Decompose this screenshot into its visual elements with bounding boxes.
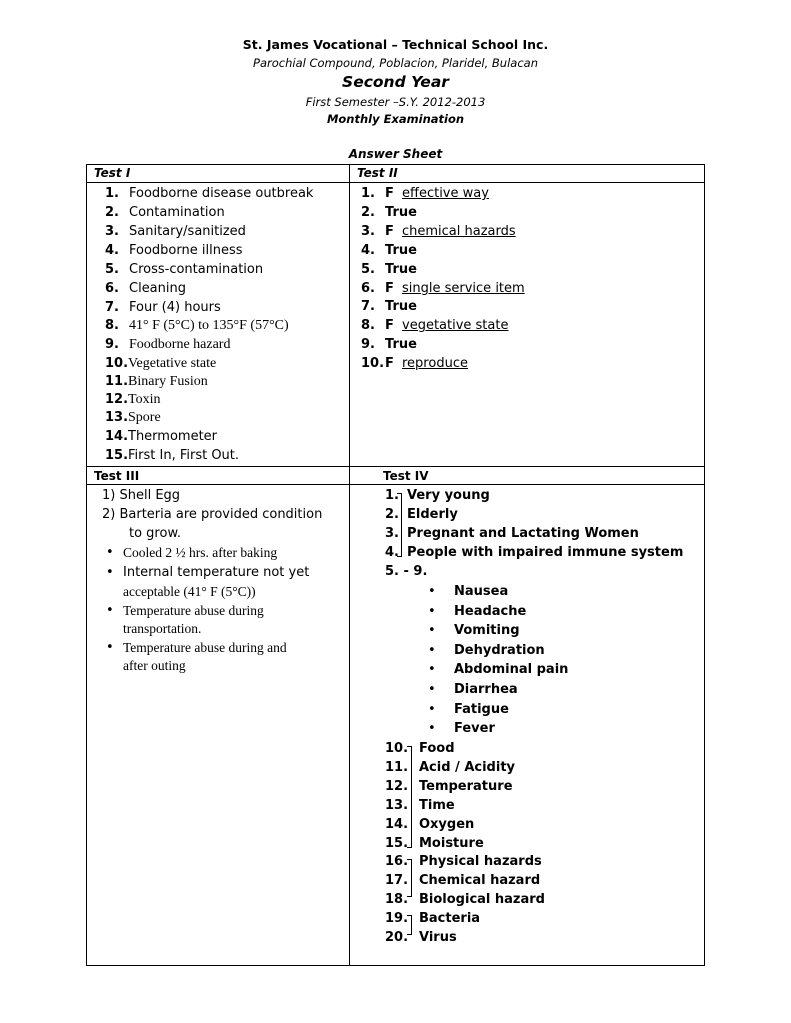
- item-answer: Moisture: [419, 835, 484, 851]
- item-number: 12.: [105, 392, 129, 407]
- item-number: 1.: [361, 186, 375, 201]
- item-number: 11.: [105, 374, 129, 389]
- bullet-icon: •: [106, 640, 114, 655]
- symptom-item: Fatigue: [454, 701, 509, 717]
- item-answer: Four (4) hours: [129, 300, 221, 315]
- item-answer: Virus: [419, 930, 457, 945]
- test2-item: [361, 299, 425, 315]
- item-answer: Foodborne illness: [129, 243, 243, 258]
- test4-item: [385, 798, 455, 814]
- item-answer: Food: [419, 741, 455, 756]
- header-divider-top: [87, 182, 704, 183]
- item-number: 5.: [105, 262, 119, 277]
- test1-item: [105, 243, 242, 259]
- item-number: 1.: [105, 186, 119, 201]
- test3-bullet-4-cont: after outing: [123, 658, 186, 673]
- test1-item: [105, 429, 217, 445]
- item-answer: Very young: [407, 488, 490, 503]
- test4-title: Test IV: [383, 469, 429, 483]
- test3-bullet-4: Temperature abuse during and: [123, 640, 287, 655]
- item-number: 3.: [361, 223, 375, 239]
- test1-item: [105, 186, 313, 202]
- test4-item: [385, 760, 515, 776]
- item-answer: F: [385, 318, 394, 334]
- item-answer: Contamination: [129, 205, 225, 220]
- item-number: 15.: [385, 835, 409, 851]
- test3-title: Test III: [94, 469, 140, 483]
- test1-item: [105, 410, 161, 426]
- item-answer: Chemical hazard: [419, 873, 541, 889]
- symptom-item: Diarrhea: [454, 682, 518, 697]
- test1-item: [105, 448, 239, 464]
- item-answer: Acid / Acidity: [419, 759, 516, 775]
- item-correction: vegetative state: [402, 318, 509, 334]
- group3-bracket: [407, 859, 412, 897]
- test4-item: [385, 741, 455, 757]
- item-number: 6.: [361, 280, 375, 296]
- test1-item: [105, 300, 221, 316]
- year-title: Second Year: [342, 73, 449, 91]
- item-number: 10.: [105, 356, 129, 371]
- item-number: 18.: [385, 892, 409, 908]
- item-answer: True: [385, 299, 417, 315]
- item-number: 13.: [105, 410, 129, 425]
- item-number: 11.: [385, 759, 409, 775]
- semester-line: First Semester –S.Y. 2012-2013: [305, 95, 486, 109]
- item-answer: Biological hazard: [419, 892, 545, 908]
- item-answer: Sanitary/sanitized: [129, 224, 246, 239]
- school-address: Parochial Compound, Poblacion, Plaridel, Bulacan: [253, 56, 538, 70]
- group2-bracket: [407, 746, 412, 848]
- item-answer: Thermometer: [128, 429, 218, 444]
- test2-item: [361, 281, 525, 297]
- header-divider-bottom: [87, 484, 704, 485]
- item-number: 20.: [385, 930, 409, 945]
- item-number: 3.: [105, 224, 119, 239]
- test2-item: [361, 262, 425, 278]
- item-answer: True: [385, 204, 417, 220]
- item-number: 8.: [105, 318, 119, 333]
- item-answer: Binary Fusion: [128, 374, 208, 389]
- item-number: 2.: [385, 507, 399, 522]
- item-number: 1.: [385, 488, 399, 503]
- item-correction: reproduce: [402, 356, 468, 372]
- item-answer: Pregnant and Lactating Women: [407, 526, 639, 541]
- test4-item: [385, 930, 457, 946]
- section-divider: [87, 466, 704, 467]
- test2-item: [361, 186, 489, 202]
- item-number: 13.: [385, 797, 409, 813]
- item-answer: Time: [419, 797, 455, 813]
- test3-item-1: 1) Shell Egg: [102, 488, 181, 503]
- item-number: 10.: [385, 741, 409, 756]
- test2-item: [361, 224, 516, 240]
- item-number: 8.: [361, 318, 375, 334]
- test4-item: [385, 779, 513, 795]
- item-answer: Vegetative state: [128, 356, 217, 371]
- bullet-icon: •: [428, 682, 436, 697]
- item-number: 3.: [385, 526, 399, 541]
- test1-item: [105, 262, 263, 278]
- exam-title: Monthly Examination: [326, 112, 465, 126]
- item-number: 14.: [105, 429, 129, 444]
- symptom-item: Headache: [454, 603, 527, 619]
- symptom-item: Vomiting: [454, 623, 520, 639]
- test3-bullet-2: Internal temperature not yet: [123, 565, 310, 580]
- test2-item: [361, 337, 425, 353]
- item-answer: Bacteria: [419, 911, 481, 927]
- test2-item: [361, 318, 508, 334]
- test1-item: [105, 356, 216, 372]
- item-number: 16.: [385, 854, 409, 870]
- item-number: 4.: [105, 243, 119, 258]
- bullet-icon: •: [428, 603, 436, 619]
- item-answer: True: [385, 337, 417, 353]
- test4-item: [385, 526, 639, 542]
- item-number: 4.: [385, 545, 399, 560]
- item-answer: True: [385, 242, 417, 258]
- test1-title: Test I: [94, 166, 131, 180]
- bullet-icon: •: [428, 701, 436, 717]
- bullet-icon: •: [428, 642, 436, 658]
- test3-bullet-1: Cooled 2 ½ hrs. after baking: [123, 545, 278, 560]
- test2-item: [361, 205, 425, 221]
- item-number: 7.: [361, 299, 375, 315]
- item-number: 19.: [385, 911, 409, 927]
- item-answer: F: [385, 186, 394, 201]
- school-name: St. James Vocational – Technical School Inc.: [242, 37, 549, 52]
- item-answer: People with impaired immune system: [407, 545, 684, 560]
- group1-bracket: [397, 493, 402, 557]
- symptom-item: Nausea: [454, 584, 509, 599]
- bullet-icon: •: [106, 565, 114, 580]
- item-number: 9.: [361, 337, 375, 353]
- bullet-icon: •: [428, 584, 436, 599]
- item-correction: single service item: [402, 280, 525, 296]
- item-answer: Oxygen: [419, 816, 475, 832]
- item-number: 12.: [385, 778, 409, 794]
- test1-item: [105, 205, 225, 221]
- test3-item-2: 2) Barteria are provided condition: [102, 507, 323, 522]
- bullet-icon: •: [106, 545, 114, 560]
- item-number: 2.: [105, 205, 119, 220]
- item-number: 10.: [361, 356, 385, 372]
- column-divider: [349, 165, 350, 965]
- item-answer: F: [385, 280, 394, 296]
- item-answer: Toxin: [128, 392, 161, 407]
- test1-item: [105, 337, 230, 353]
- test1-item: [105, 318, 289, 334]
- test2-item: [361, 243, 425, 259]
- test4-item: [385, 836, 484, 852]
- test1-item: [105, 374, 208, 390]
- item-answer: True: [385, 261, 417, 277]
- item-answer: Spore: [128, 410, 161, 425]
- item-answer: F: [385, 356, 394, 372]
- item-answer: Physical hazards: [419, 854, 542, 870]
- item-answer: Cleaning: [129, 281, 186, 296]
- test3-bullet-2-cont: acceptable (41° F (5°C)): [123, 584, 256, 599]
- item-answer: Foodborne hazard: [129, 337, 231, 352]
- test1-item: [105, 281, 186, 297]
- item-number: 5.: [361, 261, 375, 277]
- symptom-item: Abdominal pain: [454, 662, 569, 678]
- item-answer: F: [385, 223, 394, 239]
- item-number: 9.: [105, 337, 119, 352]
- bullet-icon: •: [106, 603, 114, 618]
- item-number: 17.: [385, 873, 409, 889]
- group4-bracket: [407, 915, 412, 935]
- test3-item-2-cont: to grow.: [129, 526, 182, 541]
- test4-range: 5. - 9.: [385, 564, 428, 579]
- test2-title: Test II: [357, 166, 398, 180]
- item-number: 7.: [105, 300, 119, 315]
- item-correction: effective way: [402, 186, 489, 201]
- item-answer: Foodborne disease outbreak: [129, 186, 314, 201]
- item-answer: Elderly: [407, 507, 458, 522]
- item-number: 2.: [361, 204, 375, 220]
- item-number: 14.: [385, 816, 409, 832]
- test4-item: [385, 545, 683, 561]
- item-number: 4.: [361, 242, 375, 258]
- bullet-icon: •: [428, 662, 436, 678]
- test1-item: [105, 392, 160, 408]
- answer-sheet-title: Answer Sheet: [348, 147, 443, 161]
- test4-item: [385, 507, 458, 523]
- item-answer: Temperature: [419, 778, 513, 794]
- item-number: 6.: [105, 281, 119, 296]
- item-answer: First In, First Out.: [128, 448, 240, 463]
- test1-item: [105, 224, 246, 240]
- symptom-item: Fever: [454, 721, 495, 737]
- test4-item: [385, 911, 480, 927]
- item-number: 15.: [105, 448, 129, 463]
- item-answer: 41° F (5°C) to 135°F (57°C): [129, 318, 289, 333]
- bullet-icon: •: [428, 721, 436, 737]
- test2-item: [361, 356, 468, 372]
- test4-item: [385, 817, 474, 833]
- item-correction: chemical hazards: [402, 223, 516, 239]
- bullet-icon: •: [428, 623, 436, 639]
- answer-table: [86, 164, 705, 966]
- test3-bullet-3-cont: transportation.: [123, 621, 202, 636]
- item-answer: Cross-contamination: [129, 262, 264, 277]
- symptom-item: Dehydration: [454, 642, 545, 658]
- test3-bullet-3: Temperature abuse during: [123, 603, 264, 618]
